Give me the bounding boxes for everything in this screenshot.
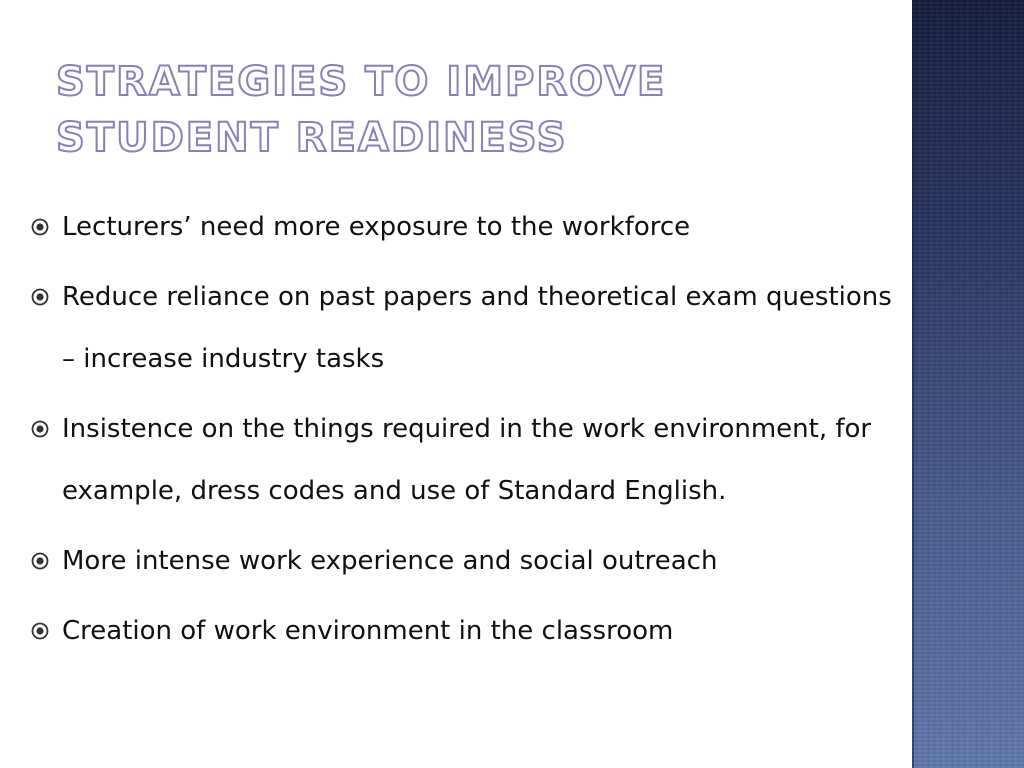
bullet-list	[30, 196, 900, 670]
target-bullet-icon	[30, 621, 50, 641]
slide-title: STRATEGIES TO IMPROVE STUDENT READINESS	[56, 59, 667, 161]
bullet-item	[30, 266, 900, 390]
target-bullet-icon	[30, 287, 50, 307]
bullet-text: Lecturers’ need more exposure to the workforce	[62, 212, 691, 242]
bullet-item	[30, 600, 900, 662]
target-bullet-icon	[30, 551, 50, 571]
target-bullet-icon	[30, 217, 50, 237]
target-bullet-icon	[30, 419, 50, 439]
side-band-edge	[912, 0, 914, 768]
side-band-texture	[912, 0, 1024, 768]
bullet-text: Reduce reliance on past papers and theoretical exam questions – increase industry tasks	[62, 282, 892, 374]
decorative-side-band	[912, 0, 1024, 768]
bullet-item	[30, 530, 900, 592]
bullet-text: Insistence on the things required in the work environment, for example, dress codes and use of Standard English.	[62, 414, 872, 506]
bullet-item	[30, 398, 900, 522]
bullet-text: More intense work experience and social outreach	[62, 546, 718, 576]
bullet-item	[30, 196, 900, 258]
bullet-text: Creation of work environment in the classroom	[62, 616, 674, 646]
